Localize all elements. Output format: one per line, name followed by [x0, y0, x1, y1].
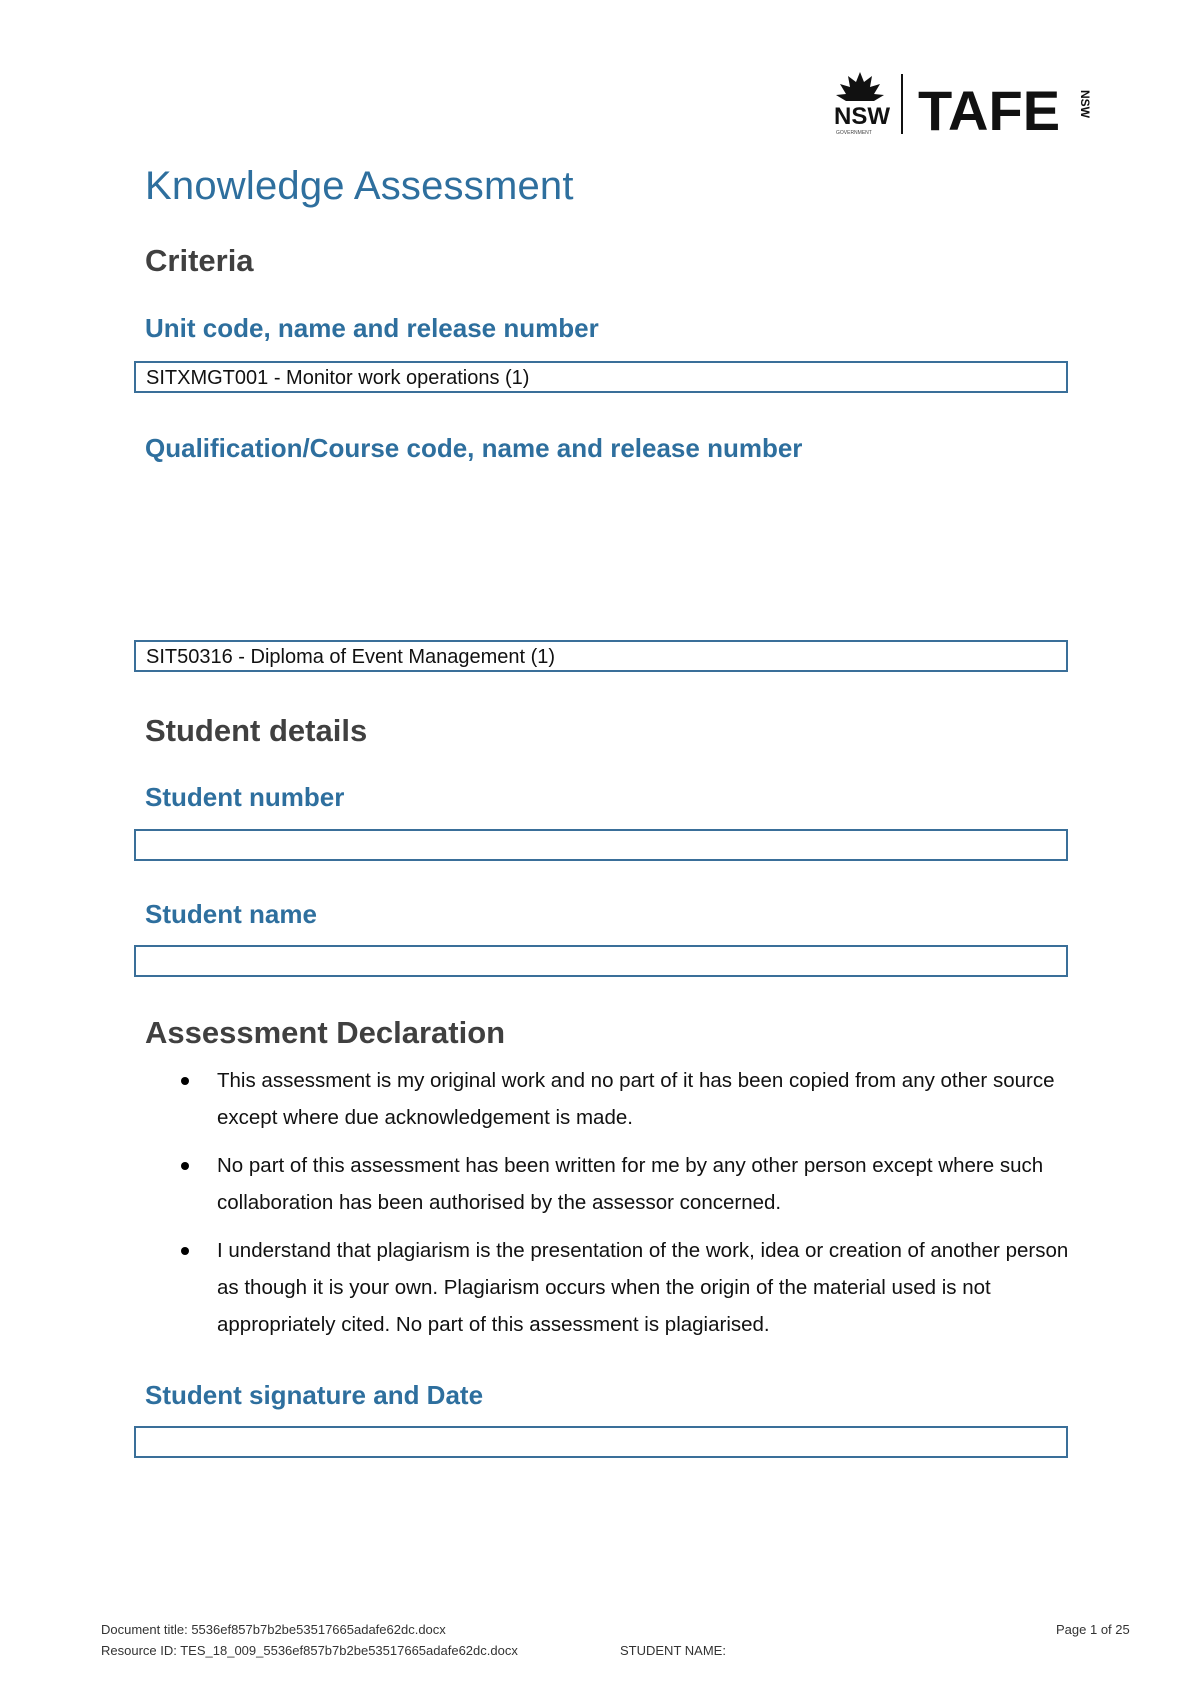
student-number-label: Student number	[145, 782, 345, 812]
declaration-text: This assessment is my original work and no part of it has been copied from any other source except where due acknowledgement is made.	[217, 1069, 1055, 1129]
nsw-government-text: GOVERNMENT	[836, 130, 872, 136]
qualification-field[interactable]: SIT50316 - Diploma of Event Management (1)	[134, 640, 1068, 672]
bullet-icon	[181, 1077, 189, 1085]
qualification-label: Qualification/Course code, name and release number	[145, 433, 803, 463]
signature-label: Student signature and Date	[145, 1380, 484, 1410]
footer-page-number: Page 1 of 25	[1056, 1622, 1130, 1637]
list-item	[145, 1232, 1080, 1343]
nsw-text: NSW	[834, 103, 890, 130]
student-name-field[interactable]	[134, 945, 1068, 977]
declaration-text: No part of this assessment has been written for me by any other person except where such collaboration has been authorised by the assessor concerned.	[217, 1154, 1044, 1214]
footer-resource-id: Resource ID: TES_18_009_5536ef857b7b2be53517665adafe62dc.docx	[101, 1643, 518, 1658]
declaration-list	[145, 1062, 1080, 1354]
nsw-waratah-icon	[830, 70, 1100, 136]
logo-divider	[901, 74, 903, 134]
student-details-heading: Student details	[145, 713, 368, 748]
nsw-tafe-logo	[830, 70, 1100, 136]
tafe-text: TAFE	[918, 79, 1061, 136]
list-item	[145, 1062, 1080, 1136]
page-title: Knowledge Assessment	[145, 164, 574, 208]
list-item	[145, 1147, 1080, 1221]
footer-student-name: STUDENT NAME:	[620, 1643, 726, 1658]
declaration-text: I understand that plagiarism is the presentation of the work, idea or creation of another person as though it is your own. Plagiarism occurs when the origin of the material used is not appropriately cited. No part of this assessment is plagiarised.	[217, 1239, 1069, 1336]
unit-label: Unit code, name and release number	[145, 313, 599, 343]
criteria-heading: Criteria	[145, 243, 254, 278]
tafe-nsw-text: NSW	[1078, 90, 1092, 118]
student-name-label: Student name	[145, 899, 317, 929]
bullet-icon	[181, 1247, 189, 1255]
footer-document-title: Document title: 5536ef857b7b2be53517665adafe62dc.docx	[101, 1622, 446, 1637]
unit-field[interactable]: SITXMGT001 - Monitor work operations (1)	[134, 361, 1068, 393]
student-number-field[interactable]	[134, 829, 1068, 861]
signature-field[interactable]	[134, 1426, 1068, 1458]
assessment-declaration-heading: Assessment Declaration	[145, 1015, 506, 1050]
bullet-icon	[181, 1162, 189, 1170]
